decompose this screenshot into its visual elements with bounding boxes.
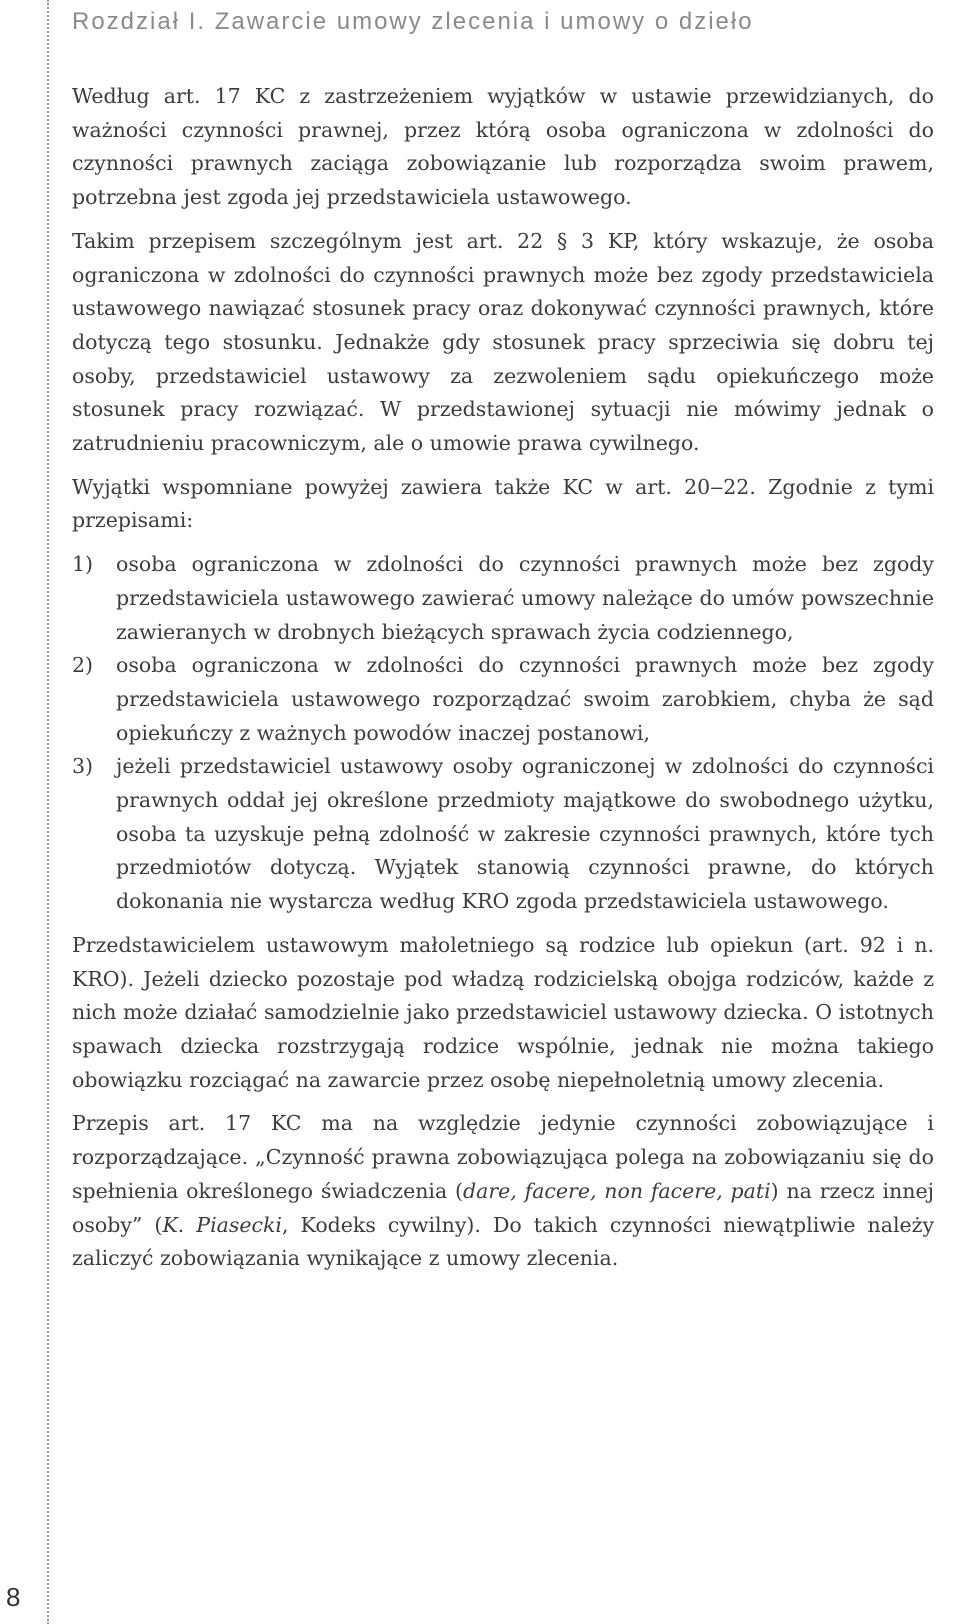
exceptions-list bbox=[72, 548, 934, 919]
list-item-number: 1) bbox=[72, 552, 94, 577]
paragraph-legal-representative: Przedstawicielem ustawowym małoletniego są rodzice lub opiekun (art. 92 i n. KRO). Jeżeli dziecko pozostaje pod władzą rodzicielską obojga rodziców, każde z nich może działać samodzielnie jako przedstawiciel ustawowy dziecka. O istotnych spawach dziecka rozstrzygają rodzice wspólnie, jednak nie można takiego obowiązku rozciągać na zawarcie przez osobę niepełnoletnią umowy zlecenia. bbox=[72, 932, 934, 1092]
margin-dotted-rule bbox=[47, 0, 49, 1624]
running-header: Rozdział I. Zawarcie umowy zlecenia i umowy o dzieło bbox=[72, 8, 754, 35]
list-item bbox=[72, 750, 934, 919]
paragraph-exceptions-intro: Wyjątki wspomniane powyżej zawiera także KC w art. 20‒22. Zgodnie z tymi przepisami: bbox=[72, 474, 934, 533]
latin-phrase: dare, facere, non facere, pati bbox=[463, 1178, 771, 1203]
list-item-number: 2) bbox=[72, 653, 94, 678]
list-item-text: osoba ograniczona w zdolności do czynności prawnych może bez zgody przedstawiciela ustawowego rozporządzać swoim zarobkiem, chyba że sąd opiekuńczy z ważnych powodów inaczej postanowi, bbox=[116, 653, 934, 745]
paragraph-text-segment: Przepis art. 17 KC ma na względzie jedynie czynności zobowiązujące i rozporządzające. „Czynność prawna zobowiązująca polega na zobowiązaniu się do spełnienia określonego świadczenia ( bbox=[72, 1111, 934, 1203]
list-item-text: jeżeli przedstawiciel ustawowy osoby ograniczonej w zdolności do czynności prawnych oddał jej określone przedmioty majątkowe do swobodnego użytku, osoba ta uzyskuje pełną zdolność w zakresie czynności prawnych, które tych przedmiotów dotyczą. Wyjątek stanowią czynności prawne, do których dokonania nie wystarcza według KRO zgoda przedstawiciela ustawowego. bbox=[116, 754, 934, 914]
paragraph-art-17-scope bbox=[72, 1107, 934, 1276]
paragraph-text-segment: , Kodeks cywilny). Do takich czynności niewątpliwie należy zaliczyć zobowiązania wynikające z umowy zlecenia. bbox=[72, 1212, 935, 1271]
list-item-text: osoba ograniczona w zdolności do czynności prawnych może bez zgody przedstawiciela ustawowego zawierać umowy należące do umów powszechnie zawieranych w drobnych bieżących sprawach życia codziennego, bbox=[116, 552, 934, 644]
cited-author: K. Piasecki bbox=[162, 1212, 282, 1237]
list-item bbox=[72, 649, 934, 750]
list-item-number: 3) bbox=[72, 754, 94, 779]
page-number: 8 bbox=[6, 1582, 21, 1612]
paragraph-text-segment: ) na rzecz innej osoby” ( bbox=[72, 1178, 934, 1237]
body-text bbox=[72, 80, 934, 1286]
paragraph-art-17: Według art. 17 KC z zastrzeżeniem wyjątków w ustawie przewidzianych, do ważności czynności prawnej, przez którą osoba ograniczona w zdolności do czynności prawnych zaciąga zobowiązanie lub rozporządza swoim prawem, potrzebna jest zgoda jej przedstawiciela ustawowego. bbox=[72, 84, 934, 210]
paragraph-art-22-kp: Takim przepisem szczególnym jest art. 22 § 3 KP, który wskazuje, że osoba ograniczona w zdolności do czynności prawnych może bez zgody przedstawiciela ustawowego nawiązać stosunek pracy oraz dokonywać czynności prawnych, które dotyczą tego stosunku. Jednakże gdy stosunek pracy sprzeciwia się dobru tej osoby, przedstawiciel ustawowy za zezwoleniem sądu opiekuńczego może stosunek pracy rozwiązać. W przedstawionej sytuacji nie mówimy jednak o zatrudnieniu pracowniczym, ale o umowie prawa cywilnego. bbox=[72, 228, 934, 456]
list-item bbox=[72, 548, 934, 649]
